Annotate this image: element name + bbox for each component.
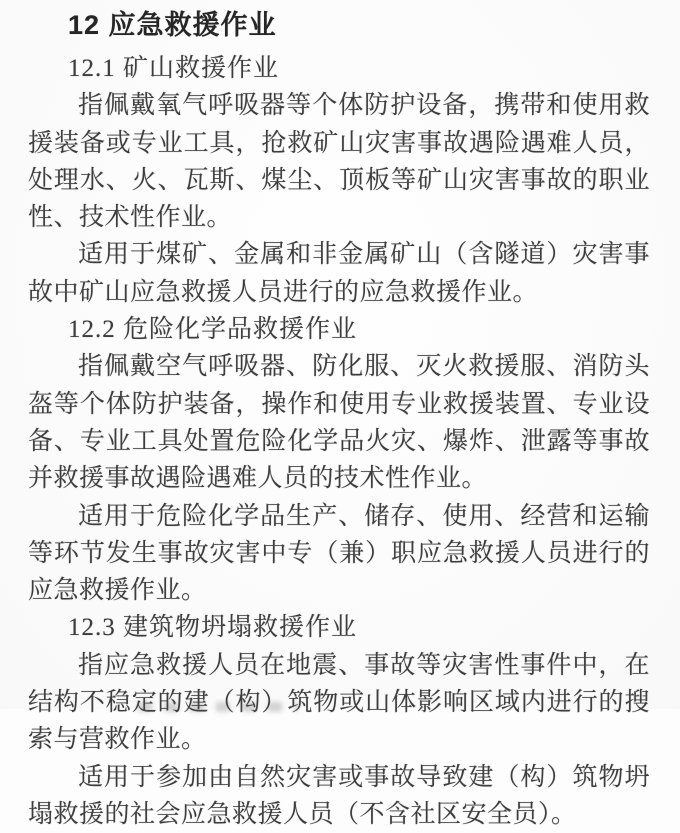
truncated-next-line (138, 702, 298, 712)
section-heading-12-1: 12.1 矿山救援作业 (68, 55, 280, 82)
section-heading-12-2: 12.2 危险化学品救援作业 (68, 316, 358, 344)
paragraph: 指佩戴氧气呼吸器等个体防护设备，携带和使用救援装备或专业工具，抢救矿山灾害事故遇险遇难人员，处理水、火、瓦斯、煤尘、顶板等矿山灾害事故的职业性、技术性作业。 (28, 92, 650, 232)
page-title: 12 应急救援作业 (68, 10, 277, 40)
paragraph: 适用于煤矿、金属和非金属矿山（含隧道）灾害事故中矿山应急救援人员进行的应急救援作业。 (28, 241, 650, 306)
paragraph: 指佩戴空气呼吸器、防化服、灭火救援服、消防头盔等个体防护装备，操作和使用专业救援装置、专业设备、专业工具处置危险化学品火灾、爆炸、泄露等事故并救援事故遇险遇难人员的技术性作业。 (28, 353, 650, 493)
section-heading-12-3: 12.3 建筑物坍塌救援作业 (68, 614, 358, 642)
paragraph: 指应急救援人员在地震、事故等灾害性事件中，在结构不稳定的建（构）筑物或山体影响区域内进行的搜索与营救作业。 (28, 651, 650, 754)
paragraph: 适用于参加由自然灾害或事故导致建（构）筑物坍塌救援的社会应急救援人员（不含社区安全员）。 (28, 763, 650, 828)
paragraph: 适用于危险化学品生产、储存、使用、经营和运输等环节发生事故灾害中专（兼）职应急救援人员进行的应急救援作业。 (28, 502, 650, 605)
